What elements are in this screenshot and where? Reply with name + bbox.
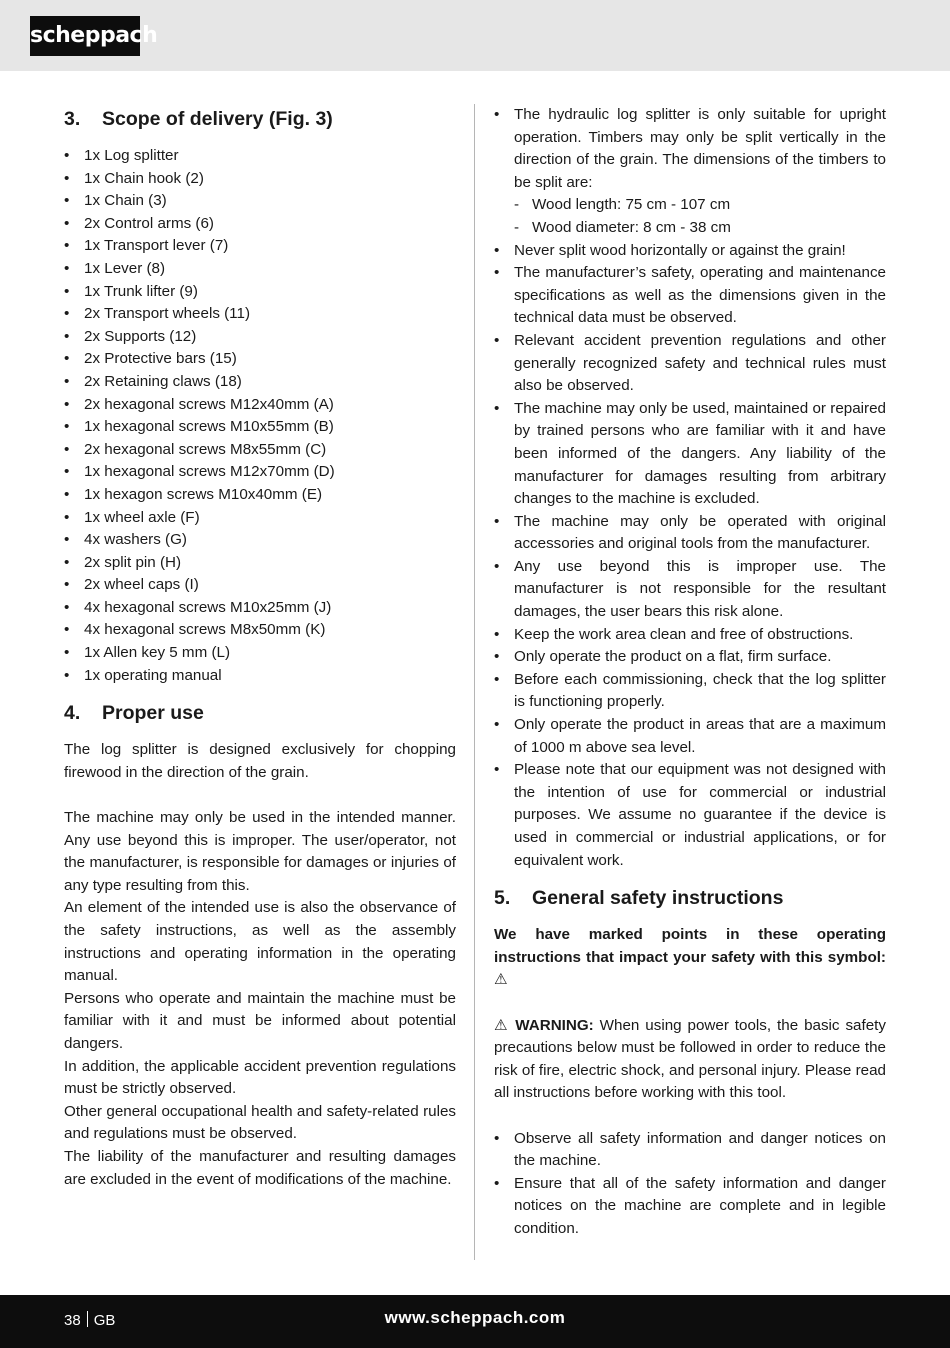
list-item: • Never split wood horizontally or against the grain! xyxy=(494,240,886,263)
language-code: GB xyxy=(93,1312,116,1329)
list-item: • 2x wheel caps (I) xyxy=(64,574,456,597)
list-item: • 1x Chain hook (2) xyxy=(64,168,456,191)
scope-of-delivery-list xyxy=(64,145,456,687)
list-item: • 1x Chain (3) xyxy=(64,190,456,213)
warning-triangle-icon: ⚠ xyxy=(494,1016,510,1034)
list-item: • 1x Lever (8) xyxy=(64,258,456,281)
section-number: 3. xyxy=(64,108,81,130)
list-item: • 2x hexagonal screws M12x40mm (A) xyxy=(64,394,456,417)
list-item: • Please note that our equipment was not designed with the intention of use for commercial or industrial purposes. We assume no guarantee if the device is used in commercial or industrial applications, or for equivalent work. xyxy=(494,759,886,872)
section-title: Proper use xyxy=(102,702,204,725)
list-item: • Observe all safety information and danger notices on the machine. xyxy=(494,1128,886,1173)
list-item: • 4x hexagonal screws M10x25mm (J) xyxy=(64,597,456,620)
list-item: • The machine may only be used, maintained or repaired by trained persons who are familiar with it and have been informed of the dangers. Any liability of the manufacturer for damages resulting from arbitrary changes to the machine is excluded. xyxy=(494,398,886,511)
page-footer xyxy=(0,1295,950,1348)
safety-intro: We have marked points in these operating instructions that impact your safety with this symbol: ⚠ xyxy=(494,926,886,989)
warning-paragraph xyxy=(494,1015,886,1105)
list-item: • 2x Retaining claws (18) xyxy=(64,371,456,394)
list-item: • 2x hexagonal screws M8x55mm (C) xyxy=(64,439,456,462)
list-item: • 2x Protective bars (15) xyxy=(64,348,456,371)
list-item: • Relevant accident prevention regulations and other generally recognized safety and technical rules must also be observed. xyxy=(494,330,886,398)
section-5-heading xyxy=(494,883,886,913)
list-item: • 2x Control arms (6) xyxy=(64,213,456,236)
safety-list xyxy=(494,1128,886,1241)
list-item: • 2x Supports (12) xyxy=(64,326,456,349)
warning-text: When using power tools, the basic safety precautions below must be followed in order to reduce the risk of fire, electric shock, and personal injury. Please read all instructions before working with this tool. xyxy=(494,1016,886,1102)
list-item: • 1x operating manual xyxy=(64,665,456,688)
list-item: • 1x hexagonal screws M12x70mm (D) xyxy=(64,461,456,484)
list-item: • Any use beyond this is improper use. The manufacturer is not responsible for the resultant damages, the user bears this risk alone. xyxy=(494,556,886,624)
usage-list xyxy=(494,104,886,872)
list-item: • 1x Log splitter xyxy=(64,145,456,168)
list-item: • The machine may only be operated with original accessories and original tools from the manufacturer. xyxy=(494,511,886,556)
section-number: 5. xyxy=(494,887,511,910)
list-item: - Wood diameter: 8 cm - 38 cm xyxy=(494,217,886,240)
paragraph: Persons who operate and maintain the machine must be familiar with it and must be informed about potential dangers. xyxy=(64,989,456,1052)
list-item: • The hydraulic log splitter is only suitable for upright operation. Timbers may only be split vertically in the direction of the grain. The dimensions of the timbers to be split are: xyxy=(494,104,886,194)
list-item: - Wood length: 75 cm - 107 cm xyxy=(494,194,886,217)
list-item: • 1x Transport lever (7) xyxy=(64,235,456,258)
list-item: • 4x hexagonal screws M8x50mm (K) xyxy=(64,619,456,642)
paragraph: Other general occupational health and safety-related rules and regulations must be observed. xyxy=(64,1102,456,1143)
list-item: • 1x Allen key 5 mm (L) xyxy=(64,642,456,665)
list-item: • 1x wheel axle (F) xyxy=(64,507,456,530)
page-header xyxy=(0,0,950,71)
section-title: General safety instructions xyxy=(532,887,784,910)
right-column xyxy=(494,104,886,1241)
section-title: Scope of delivery (Fig. 3) xyxy=(102,108,333,130)
website-link[interactable]: www.scheppach.com xyxy=(384,1308,566,1327)
paragraph: The log splitter is designed exclusively for chopping firewood in the direction of the grain. xyxy=(64,741,456,781)
column-divider xyxy=(474,104,475,1260)
paragraph: The machine may only be used in the intended manner. Any use beyond this is improper. The user/operator, not the manufacturer, is responsible for damages or injuries of any type resulting from this. xyxy=(64,809,456,894)
list-item: • Before each commissioning, check that the log splitter is functioning properly. xyxy=(494,669,886,714)
list-item: • 1x hexagonal screws M10x55mm (B) xyxy=(64,416,456,439)
list-item: • Ensure that all of the safety information and danger notices on the machine are complete and in legible condition. xyxy=(494,1173,886,1241)
list-item: • Keep the work area clean and free of obstructions. xyxy=(494,624,886,647)
list-item: • Only operate the product in areas that are a maximum of 1000 m above sea level. xyxy=(494,714,886,759)
left-column xyxy=(64,104,456,1191)
paragraph: In addition, the applicable accident prevention regulations must be strictly observed. xyxy=(64,1057,456,1098)
list-item: • Only operate the product on a flat, firm surface. xyxy=(494,646,886,669)
list-item: • The manufacturer’s safety, operating and maintenance specifications as well as the dimensions given in the technical data must be observed. xyxy=(494,262,886,330)
list-item: • 1x Trunk lifter (9) xyxy=(64,281,456,304)
section-4-heading xyxy=(64,698,456,728)
list-item: • 4x washers (G) xyxy=(64,529,456,552)
section-3-heading xyxy=(64,104,456,134)
scheppach-logo: scheppach xyxy=(30,16,140,56)
page-number-value: 38 xyxy=(64,1312,81,1329)
list-item: • 2x split pin (H) xyxy=(64,552,456,575)
section-number: 4. xyxy=(64,702,81,725)
warning-label: WARNING: xyxy=(515,1016,594,1034)
paragraph: An element of the intended use is also the observance of the safety instructions, as well as the assembly instructions and operating information in the operating manual. xyxy=(64,899,456,985)
list-item: • 1x hexagon screws M10x40mm (E) xyxy=(64,484,456,507)
paragraph: The liability of the manufacturer and resulting damages are excluded in the event of modifications of the machine. xyxy=(64,1147,456,1188)
list-item: • 2x Transport wheels (11) xyxy=(64,303,456,326)
